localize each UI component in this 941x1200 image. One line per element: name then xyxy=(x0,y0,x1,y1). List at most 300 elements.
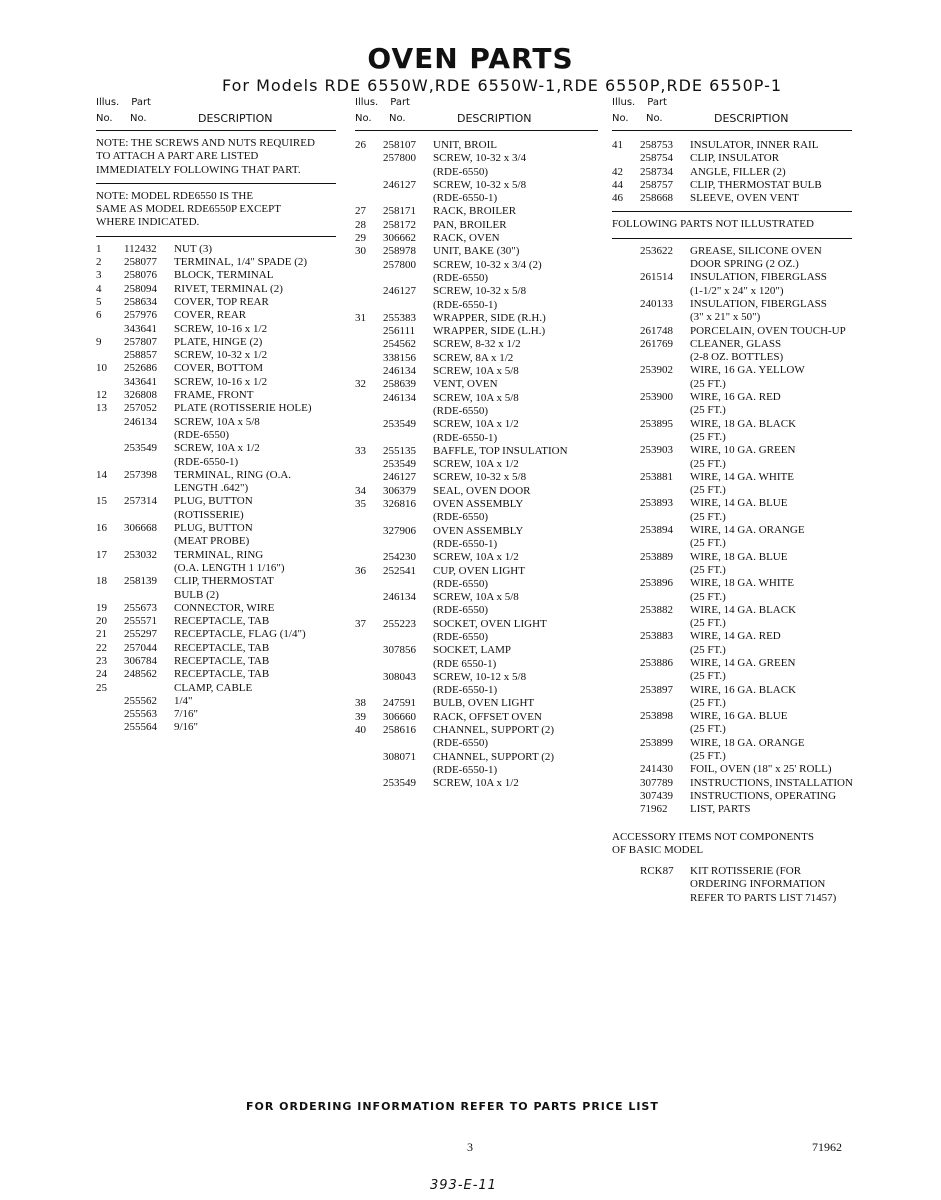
part-row xyxy=(96,376,336,389)
part-number: 308071 xyxy=(383,750,416,763)
part-row xyxy=(355,751,598,764)
illus-number: 30 xyxy=(355,245,366,258)
part-description: (RDE-6550) xyxy=(433,165,488,178)
illus-number: 37 xyxy=(355,617,366,630)
illus-number: 33 xyxy=(355,444,366,457)
part-row xyxy=(355,604,598,617)
part-row xyxy=(612,644,852,657)
part-row xyxy=(355,338,598,351)
part-number: 252541 xyxy=(383,564,416,577)
part-description: SCREW, 8-32 x 1/2 xyxy=(433,338,521,351)
part-number xyxy=(640,484,690,497)
illus-number xyxy=(612,790,640,803)
illus-number xyxy=(612,865,640,878)
part-row xyxy=(612,179,852,192)
part-row xyxy=(612,418,852,431)
part-row xyxy=(612,484,852,497)
part-row xyxy=(612,166,852,179)
part-number xyxy=(640,458,690,471)
part-description: CLIP, INSULATOR xyxy=(690,152,780,165)
illus-number xyxy=(612,458,640,471)
part-row xyxy=(612,497,852,510)
part-number: 253895 xyxy=(640,417,673,430)
part-row xyxy=(612,577,852,590)
part-description: SOCKET, OVEN LIGHT xyxy=(433,617,547,630)
part-row xyxy=(355,405,598,418)
part-row xyxy=(96,456,336,469)
part-description: (RDE-6550) xyxy=(174,428,229,441)
part-description: DOOR SPRING (2 OZ.) xyxy=(690,258,799,271)
part-description: (RDE-6550-1) xyxy=(433,537,498,550)
part-number: 253897 xyxy=(640,683,673,696)
illus-number xyxy=(612,617,640,630)
model-note-line: SAME AS MODEL RDE6550P EXCEPT xyxy=(96,203,281,216)
part-description: UNIT, BAKE (30") xyxy=(433,245,520,258)
part-row xyxy=(355,511,598,524)
part-number xyxy=(640,878,690,891)
part-description: SCREW, 10A x 1/2 xyxy=(433,551,519,564)
part-number xyxy=(383,272,433,285)
part-description: BLOCK, TERMINAL xyxy=(174,269,274,282)
illus-number xyxy=(355,751,383,764)
illus-number xyxy=(355,418,383,431)
part-description: (25 FT.) xyxy=(690,750,726,763)
part-description: TERMINAL, RING (O.A. xyxy=(174,468,292,481)
part-row xyxy=(612,777,852,790)
illus-number: 29 xyxy=(355,232,366,245)
part-number: 255673 xyxy=(124,601,157,614)
part-number: 253549 xyxy=(383,458,416,471)
illus-number xyxy=(96,482,124,495)
part-description: (RDE-6550-1) xyxy=(433,431,498,444)
part-number: 253886 xyxy=(640,656,673,669)
part-description: CLEANER, GLASS xyxy=(690,337,782,350)
part-description: (25 FT.) xyxy=(690,430,726,443)
illus-number xyxy=(612,511,640,524)
part-label: Part xyxy=(647,97,667,108)
column-header xyxy=(96,96,336,131)
part-number xyxy=(640,378,690,391)
part-row xyxy=(355,445,598,458)
part-row xyxy=(612,697,852,710)
part-description: WIRE, 16 GA. BLACK xyxy=(690,683,797,696)
part-number xyxy=(124,456,174,469)
part-row xyxy=(612,311,852,324)
part-number: 253622 xyxy=(640,244,673,257)
part-description: 1/4" xyxy=(174,694,193,707)
part-description: SCREW, 10-32 x 3/4 xyxy=(433,152,527,165)
illus-number xyxy=(96,429,124,442)
illus-number xyxy=(612,338,640,351)
illus-number xyxy=(612,723,640,736)
part-description: (RDE-6550) xyxy=(433,737,488,750)
part-number xyxy=(383,405,433,418)
part-number: 258094 xyxy=(124,282,157,295)
illus-label: Illus. xyxy=(355,97,379,108)
header-top-line xyxy=(355,96,410,109)
part-description: PLATE, HINGE (2) xyxy=(174,335,263,348)
part-row xyxy=(96,682,336,695)
illus-number xyxy=(96,721,124,734)
part-description: (RDE-6550) xyxy=(433,630,488,643)
part-number: 258077 xyxy=(124,256,157,269)
part-row xyxy=(612,564,852,577)
illus-number xyxy=(612,497,640,510)
part-number: 258139 xyxy=(124,575,157,588)
part-number: 307789 xyxy=(640,776,673,789)
part-description: SCREW, 10A x 5/8 xyxy=(433,365,519,378)
part-description: (RDE-6550) xyxy=(433,404,488,417)
model-note xyxy=(96,190,336,230)
part-row xyxy=(96,336,336,349)
part-number: 246127 xyxy=(383,285,416,298)
illus-number: 44 xyxy=(612,178,623,191)
part-number: 253883 xyxy=(640,630,673,643)
part-number: 258639 xyxy=(383,378,416,391)
illus-number xyxy=(355,259,383,272)
illus-number: 40 xyxy=(355,724,366,737)
part-number xyxy=(640,617,690,630)
part-description: KIT ROTISSERIE (FOR xyxy=(690,865,802,878)
illus-number xyxy=(612,750,640,763)
part-row xyxy=(355,259,598,272)
part-description: CONNECTOR, WIRE xyxy=(174,601,275,614)
illus-number xyxy=(355,352,383,365)
spacer xyxy=(355,131,598,139)
illus-number xyxy=(355,737,383,750)
part-label: Part xyxy=(131,97,151,108)
header-top-line xyxy=(96,96,151,109)
part-description: RIVET, TERMINAL (2) xyxy=(174,282,283,295)
illus-number xyxy=(612,325,640,338)
part-no-label: No. xyxy=(130,113,147,124)
part-row xyxy=(612,325,852,338)
part-number xyxy=(640,723,690,736)
part-description: (25 FT.) xyxy=(690,643,726,656)
part-number: 326816 xyxy=(383,498,416,511)
part-row xyxy=(355,525,598,538)
part-number xyxy=(640,258,690,271)
part-number xyxy=(124,535,174,548)
part-row xyxy=(96,655,336,668)
part-row xyxy=(355,697,598,710)
part-number: 255223 xyxy=(383,617,416,630)
part-number xyxy=(640,311,690,324)
illus-number xyxy=(355,525,383,538)
part-row xyxy=(612,617,852,630)
part-number xyxy=(640,892,690,905)
part-number: 246134 xyxy=(124,415,157,428)
part-number xyxy=(640,564,690,577)
part-number: 248562 xyxy=(124,668,157,681)
part-description: WIRE, 16 GA. RED xyxy=(690,391,781,404)
part-number xyxy=(383,764,433,777)
part-row xyxy=(96,642,336,655)
screws-note-line: IMMEDIATELY FOLLOWING THAT PART. xyxy=(96,163,301,176)
illus-number xyxy=(355,538,383,551)
part-row xyxy=(96,402,336,415)
part-row xyxy=(96,615,336,628)
part-number: 257976 xyxy=(124,309,157,322)
part-number: 254562 xyxy=(383,338,416,351)
part-row xyxy=(355,325,598,338)
part-description: SCREW, 10A x 5/8 xyxy=(433,591,519,604)
part-number: 306662 xyxy=(383,232,416,245)
part-row xyxy=(96,296,336,309)
part-row xyxy=(355,551,598,564)
part-row xyxy=(612,790,852,803)
part-number xyxy=(383,192,433,205)
part-number: 258172 xyxy=(383,218,416,231)
part-number: 255563 xyxy=(124,708,157,721)
part-row xyxy=(96,602,336,615)
illus-number xyxy=(96,442,124,455)
part-description: CLIP, THERMOSTAT xyxy=(174,575,274,588)
model-note-line: WHERE INDICATED. xyxy=(96,216,200,229)
part-number: 112432 xyxy=(124,242,157,255)
illus-number: 31 xyxy=(355,311,366,324)
illus-no-label: No. xyxy=(355,113,372,124)
header-top-line xyxy=(612,96,667,109)
part-row xyxy=(612,378,852,391)
spacer xyxy=(612,817,852,825)
illus-number xyxy=(96,323,124,336)
illus-number xyxy=(612,644,640,657)
illus-number: 20 xyxy=(96,615,107,628)
part-number: 338156 xyxy=(383,351,416,364)
part-number: 258757 xyxy=(640,178,673,191)
parts-column-2 xyxy=(355,96,598,791)
part-number xyxy=(383,511,433,524)
part-row xyxy=(355,458,598,471)
part-description: INSULATOR, INNER RAIL xyxy=(690,139,819,151)
part-description: COVER, TOP REAR xyxy=(174,295,269,308)
part-number: 253898 xyxy=(640,710,673,723)
illus-number: 4 xyxy=(96,282,102,295)
illus-number: 1 xyxy=(96,242,102,255)
part-row xyxy=(96,256,336,269)
part-description: SOCKET, LAMP xyxy=(433,644,512,657)
illus-number xyxy=(355,432,383,445)
illus-number xyxy=(612,258,640,271)
part-number: 258634 xyxy=(124,295,157,308)
part-row xyxy=(355,578,598,591)
part-number: 258754 xyxy=(640,152,673,165)
illus-number xyxy=(612,431,640,444)
part-description: (RDE-6550-1) xyxy=(433,192,498,205)
part-row xyxy=(612,152,852,165)
illus-number xyxy=(612,471,640,484)
part-number xyxy=(640,644,690,657)
part-number: 258107 xyxy=(383,139,416,151)
illus-number xyxy=(612,271,640,284)
part-description: OVEN ASSEMBLY xyxy=(433,498,524,511)
part-number: 253549 xyxy=(124,442,157,455)
part-row xyxy=(96,482,336,495)
part-row xyxy=(355,392,598,405)
part-row xyxy=(612,723,852,736)
part-number: 257314 xyxy=(124,495,157,508)
part-description: SCREW, 10-16 x 1/2 xyxy=(174,375,268,388)
part-description: GREASE, SILICONE OVEN xyxy=(690,244,822,257)
part-row xyxy=(96,269,336,282)
part-number xyxy=(640,404,690,417)
part-number: 258076 xyxy=(124,269,157,282)
illus-number: 5 xyxy=(96,295,102,308)
part-description: WRAPPER, SIDE (R.H.) xyxy=(433,311,546,324)
part-row xyxy=(612,258,852,271)
part-description: WIRE, 14 GA. GREEN xyxy=(690,656,796,669)
part-row xyxy=(355,631,598,644)
part-number xyxy=(640,591,690,604)
part-number: 306668 xyxy=(124,522,157,535)
illus-number: 3 xyxy=(96,269,102,282)
part-description: LENGTH .642") xyxy=(174,482,249,495)
illus-number xyxy=(355,511,383,524)
part-number xyxy=(124,589,174,602)
part-row xyxy=(612,139,852,152)
illus-number xyxy=(355,325,383,338)
illus-number xyxy=(96,416,124,429)
part-row xyxy=(96,349,336,362)
illus-number: 27 xyxy=(355,205,366,218)
illus-number: 41 xyxy=(612,139,623,151)
part-row xyxy=(355,232,598,245)
parts-column-1 xyxy=(96,96,336,735)
illus-number xyxy=(612,577,640,590)
part-description: (1-1/2" x 24" x 120") xyxy=(690,284,784,297)
illus-number: 12 xyxy=(96,389,107,402)
part-number: 257044 xyxy=(124,641,157,654)
part-row xyxy=(612,444,852,457)
part-description: RECEPTACLE, TAB xyxy=(174,668,270,681)
part-row xyxy=(612,471,852,484)
illus-number xyxy=(355,192,383,205)
part-description: SCREW, 10A x 1/2 xyxy=(433,777,519,790)
part-number: 241430 xyxy=(640,763,673,776)
part-row xyxy=(355,299,598,312)
illus-number: 17 xyxy=(96,548,107,561)
part-row xyxy=(355,205,598,218)
part-row xyxy=(96,522,336,535)
illus-number xyxy=(96,695,124,708)
part-row xyxy=(612,351,852,364)
part-description: (25 FT.) xyxy=(690,484,726,497)
part-description: SLEEVE, OVEN VENT xyxy=(690,192,799,205)
part-row xyxy=(612,670,852,683)
illus-number xyxy=(612,444,640,457)
accessory-heading xyxy=(612,831,852,858)
part-description: (RDE-6550) xyxy=(433,511,488,524)
part-number xyxy=(124,509,174,522)
illus-number: 23 xyxy=(96,654,107,667)
part-row xyxy=(355,471,598,484)
part-number: 327906 xyxy=(383,524,416,537)
part-row xyxy=(96,589,336,602)
part-description: (25 FT.) xyxy=(690,617,726,630)
part-number: RCK87 xyxy=(640,865,674,878)
part-row xyxy=(96,389,336,402)
part-number xyxy=(383,299,433,312)
part-number xyxy=(640,697,690,710)
illus-number xyxy=(96,509,124,522)
accessory-heading-line: ACCESSORY ITEMS NOT COMPONENTS xyxy=(612,830,815,843)
part-number: 253903 xyxy=(640,444,673,457)
part-row xyxy=(355,711,598,724)
illus-number xyxy=(612,418,640,431)
part-row xyxy=(612,285,852,298)
part-description: CHANNEL, SUPPORT (2) xyxy=(433,724,555,737)
part-description: WIRE, 18 GA. WHITE xyxy=(690,577,794,590)
illus-number xyxy=(612,763,640,776)
part-row xyxy=(612,391,852,404)
part-description: WIRE, 14 GA. WHITE xyxy=(690,470,794,483)
illus-number xyxy=(612,737,640,750)
part-row xyxy=(612,338,852,351)
part-number: 261769 xyxy=(640,337,673,350)
part-row xyxy=(612,524,852,537)
part-description: (RDE-6550-1) xyxy=(433,763,498,776)
part-row xyxy=(96,575,336,588)
part-number xyxy=(640,431,690,444)
part-description: INSTRUCTIONS, INSTALLATION xyxy=(690,776,853,789)
part-description: UNIT, BROIL xyxy=(433,139,497,151)
illus-number: 36 xyxy=(355,564,366,577)
illus-number: 15 xyxy=(96,495,107,508)
part-row xyxy=(355,764,598,777)
part-description: WIRE, 14 GA. ORANGE xyxy=(690,524,805,537)
part-number xyxy=(640,750,690,763)
part-row xyxy=(355,644,598,657)
illus-number xyxy=(355,604,383,617)
part-row xyxy=(96,495,336,508)
illus-number: 32 xyxy=(355,378,366,391)
illus-number xyxy=(355,578,383,591)
illus-number xyxy=(355,458,383,471)
part-description: (25 FT.) xyxy=(690,404,726,417)
part-number xyxy=(383,631,433,644)
part-row xyxy=(355,684,598,697)
part-number: 246127 xyxy=(383,471,416,484)
part-number: 254230 xyxy=(383,551,416,564)
illus-number: 39 xyxy=(355,710,366,723)
part-description: (O.A. LENGTH 1 1/16") xyxy=(174,561,285,574)
part-number: 71962 xyxy=(640,803,668,816)
part-row xyxy=(96,309,336,322)
part-number: 257800 xyxy=(383,258,416,271)
illus-number xyxy=(96,535,124,548)
divider xyxy=(96,183,336,184)
part-number: 246134 xyxy=(383,591,416,604)
part-number: 258857 xyxy=(124,349,157,362)
illus-number xyxy=(612,684,640,697)
part-row xyxy=(96,323,336,336)
illus-number: 19 xyxy=(96,601,107,614)
illus-label: Illus. xyxy=(96,97,120,108)
part-row xyxy=(355,152,598,165)
part-row xyxy=(96,549,336,562)
part-number xyxy=(124,682,174,695)
part-row xyxy=(96,283,336,296)
illus-number xyxy=(355,777,383,790)
illus-number xyxy=(612,697,640,710)
illus-number: 28 xyxy=(355,218,366,231)
part-description: (RDE-6550) xyxy=(433,577,488,590)
part-description: WIRE, 14 GA. BLACK xyxy=(690,603,797,616)
not-illustrated-heading: FOLLOWING PARTS NOT ILLUSTRATED xyxy=(612,218,814,231)
illus-number xyxy=(355,405,383,418)
screws-note xyxy=(96,137,336,177)
